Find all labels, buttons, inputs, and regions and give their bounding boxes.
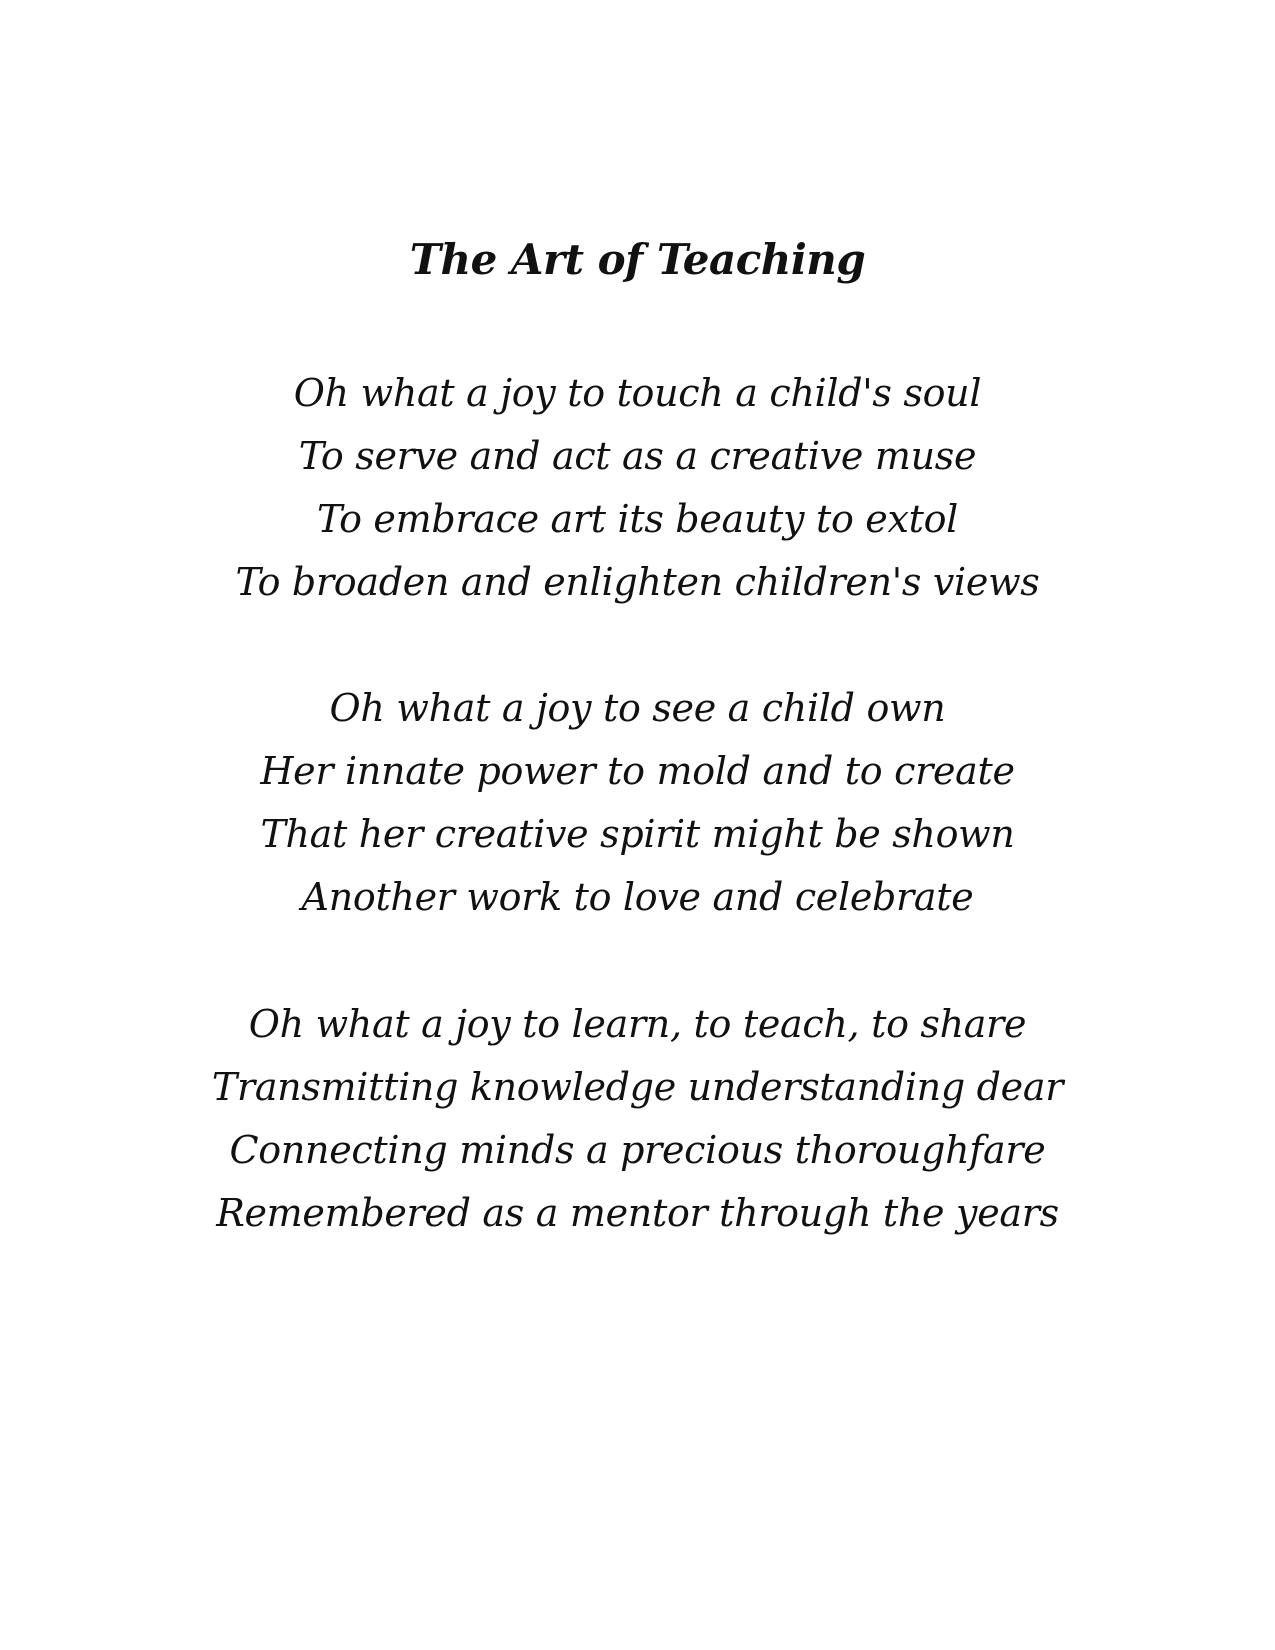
poem-line: Oh what a joy to see a child own	[329, 686, 946, 730]
poem-line: That her creative spirit might be shown	[260, 812, 1015, 856]
poem-title: The Art of Teaching	[409, 235, 866, 284]
poem-stanza-1	[0, 362, 1275, 614]
poem-line: Her innate power to mold and to create	[260, 749, 1015, 793]
poem-line: To broaden and enlighten children's views	[235, 560, 1040, 604]
poem-line: Another work to love and celebrate	[301, 875, 974, 919]
poem-line: Transmitting knowledge understanding dear	[211, 1065, 1064, 1109]
poem-line: Remembered as a mentor through the years	[216, 1191, 1059, 1235]
poem-stanza-3	[0, 993, 1275, 1245]
poem-line: To embrace art its beauty to extol	[316, 497, 959, 541]
poem-line: Connecting minds a precious thoroughfare	[229, 1128, 1046, 1172]
poem-line: Oh what a joy to touch a child's soul	[293, 371, 982, 415]
poem-stanza-2	[0, 677, 1275, 929]
poem-line: To serve and act as a creative muse	[298, 434, 977, 478]
poem-line: Oh what a joy to learn, to teach, to share	[248, 1002, 1027, 1046]
